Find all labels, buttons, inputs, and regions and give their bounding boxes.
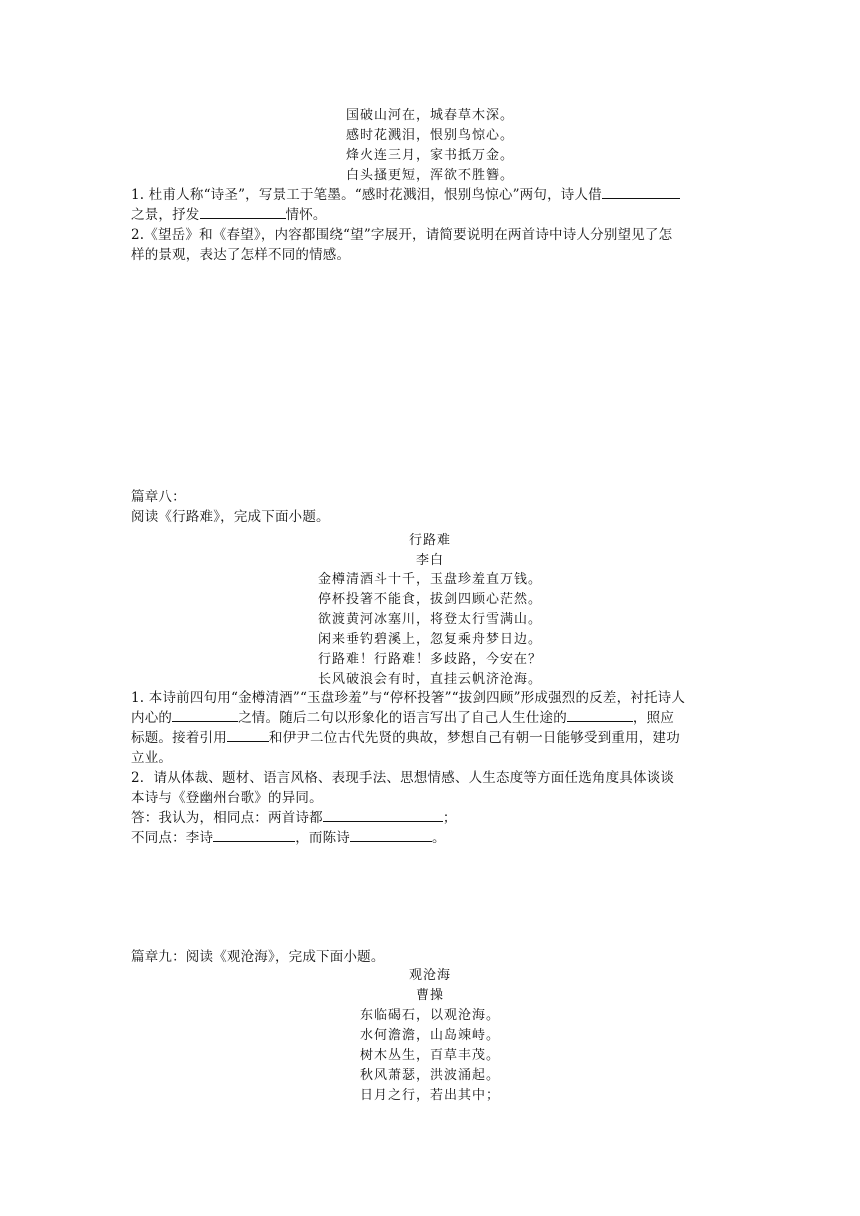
- section-intro: 阅读《行路难》，完成下面小题。: [131, 509, 330, 525]
- answer-blank[interactable]: [227, 728, 269, 742]
- question-1-line: 1. 本诗前四句用“金樽清酒”“玉盘珍羞”与“停杯投箸”“拔剑四顾”形成强烈的反差，衬托诗人: [131, 690, 686, 706]
- poem-line: 树木丛生，百草丰茂。: [359, 1048, 500, 1063]
- poem-line: 行路难！行路难！多歧路，今安在？: [317, 652, 542, 667]
- poem-line: 水何澹澹，山岛竦峙。: [359, 1028, 500, 1043]
- answer-line: [131, 828, 731, 848]
- question-1-line: [131, 185, 731, 205]
- answer-line: [131, 808, 731, 828]
- question-2-line: 2．请从体裁、题材、语言风格、表现手法、思想情感、人生态度等方面任选角度具体谈谈: [131, 770, 675, 786]
- question-text: 之景，抒发: [131, 207, 200, 223]
- poem-line: 金樽清酒斗十千，玉盘珍羞直万钱。: [317, 572, 542, 587]
- section-heading: 篇章九：阅读《观沧海》，完成下面小题。: [131, 949, 385, 965]
- poem-line: 东临碣石，以观沧海。: [359, 1008, 500, 1023]
- poem-line: 感时花溅泪，恨别鸟惊心。: [345, 128, 514, 143]
- poem-line: 闲来垂钓碧溪上，忽复乘舟梦日边。: [317, 632, 542, 647]
- question-1-line: [131, 728, 731, 748]
- question-2-line: 样的景观，表达了怎样不同的情感。: [131, 247, 351, 263]
- answer-blank[interactable]: [172, 708, 238, 722]
- question-text: 情怀。: [285, 207, 327, 223]
- answer-prompt: 。: [432, 830, 446, 846]
- answer-blank[interactable]: [350, 828, 432, 842]
- poem-line: 秋风萧瑟，洪波涌起。: [359, 1068, 500, 1083]
- question-1-line: 立业。: [131, 750, 173, 766]
- poem-author: 李白: [415, 553, 444, 568]
- answer-prompt: 不同点：李诗: [131, 830, 214, 846]
- section-heading: 篇章八：: [131, 489, 186, 505]
- answer-prompt: 答：我认为，相同点：两首诗都: [131, 810, 323, 826]
- question-1-line: [131, 205, 731, 225]
- answer-blank[interactable]: [200, 205, 286, 219]
- poem-line: 白头搔更短，浑欲不胜簪。: [345, 168, 514, 183]
- poem-line: 长风破浪会有时，直挂云帆济沧海。: [317, 672, 542, 687]
- poem-title: 观沧海: [408, 968, 451, 983]
- answer-blank[interactable]: [323, 808, 443, 822]
- answer-blank[interactable]: [602, 185, 680, 199]
- answer-blank[interactable]: [213, 828, 295, 842]
- question-text: 和伊尹二位古代先贤的典故，梦想自己有朝一日能够受到重用，建功: [268, 730, 680, 746]
- poem-line: 日月之行，若出其中；: [359, 1088, 500, 1103]
- question-text: 之情。随后二句以形象化的语言写出了自己人生仕途的: [238, 710, 567, 726]
- question-2-line: 本诗与《登幽州台歌》的异同。: [131, 790, 323, 806]
- poem-title: 行路难: [408, 533, 451, 548]
- question-text: 内心的: [131, 710, 173, 726]
- question-2-line: 2.《望岳》和《春望》，内容都围绕“望”字展开，请简要说明在两首诗中诗人分别望见了怎: [131, 227, 673, 243]
- question-1-line: [131, 708, 731, 728]
- poem-line: 国破山河在，城春草木深。: [345, 108, 514, 123]
- poem-line: 烽火连三月，家书抵万金。: [345, 148, 514, 163]
- answer-prompt: ；: [442, 810, 457, 826]
- poem-line: 欲渡黄河冰塞川，将登太行雪满山。: [317, 612, 542, 627]
- question-text: 1. 杜甫人称“诗圣”，写景工于笔墨。“感时花溅泪，恨别鸟惊心”两句，诗人借: [131, 187, 602, 203]
- poem-line: 停杯投箸不能食，拔剑四顾心茫然。: [317, 592, 542, 607]
- poem-author: 曹操: [415, 988, 444, 1003]
- answer-blank[interactable]: [567, 708, 633, 722]
- answer-prompt: ，而陈诗: [295, 830, 351, 846]
- question-text: ，照应: [632, 710, 675, 726]
- question-text: 标题。接着引用: [131, 730, 227, 746]
